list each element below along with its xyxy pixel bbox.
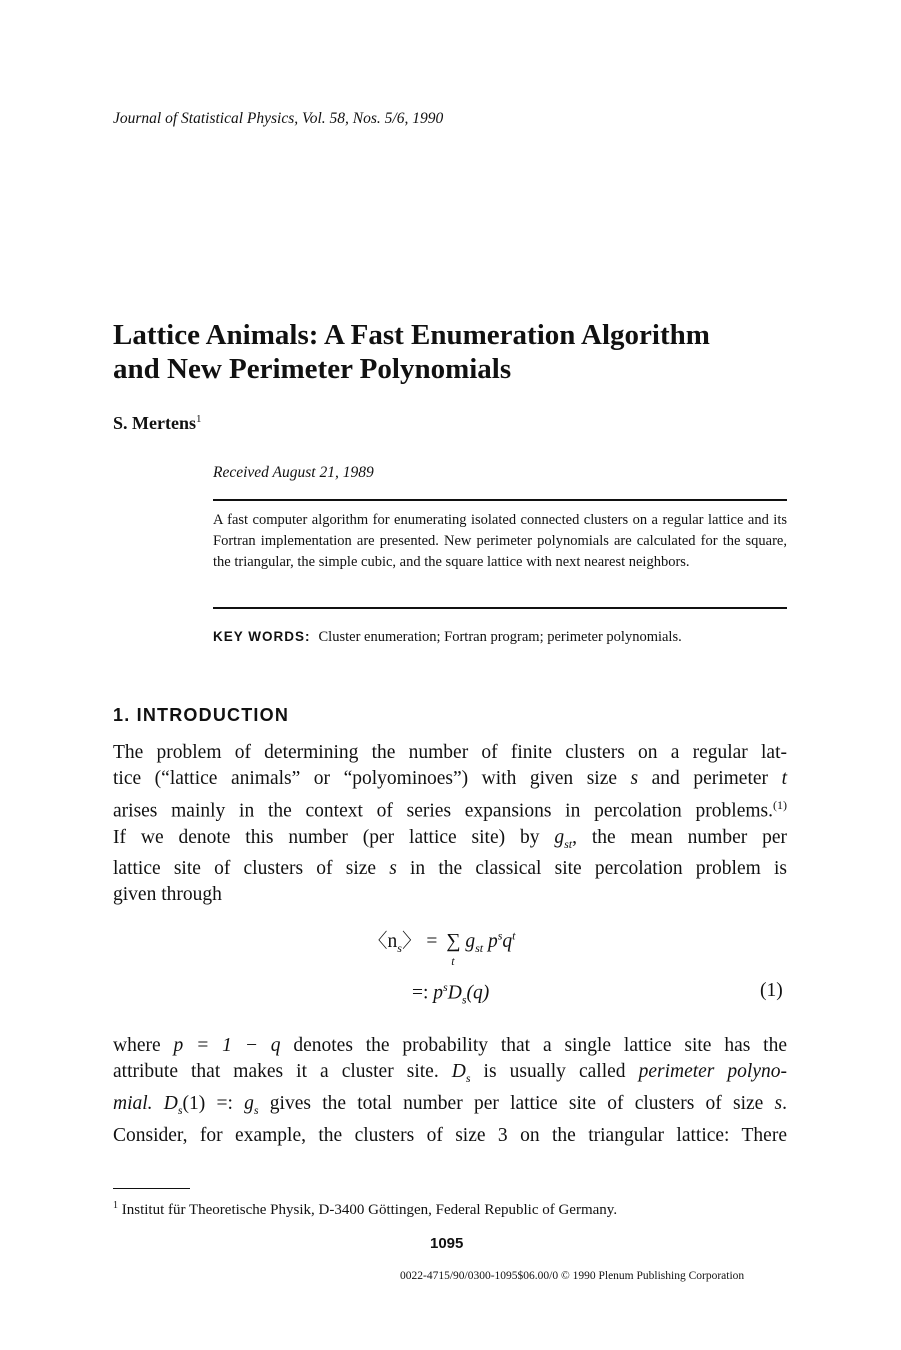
equation-line-2: =: $p^sD_s(q)$ (412, 980, 490, 1007)
paragraph-2-line: attribute that makes it a cluster site. $D_s$ is usually called perimeter polyno- (113, 1061, 787, 1085)
keywords-label: KEY WORDS: (213, 629, 311, 644)
paragraph-1 (113, 740, 787, 908)
footnote (113, 1200, 617, 1219)
equation-term: $g_{st}$ $p^sq^t$ (465, 928, 516, 955)
author-footnote-mark: 1 (195, 413, 202, 425)
author-name: S. Mertens (113, 413, 196, 433)
paper-title (113, 318, 710, 386)
footnote-text: Institut für Theoretische Physik, D-3400 Göttingen, Federal Republic of Germany. (121, 1202, 618, 1218)
footnote-rule (113, 1188, 190, 1189)
author (113, 413, 201, 434)
paragraph-1-line: arises mainly in the context of series expansions in percolation problems.$^{(1)}$ (113, 798, 787, 822)
abstract: A fast computer algorithm for enumerating isolated connected clusters on a regular lattice and its Fortran implementation are presented. New perimeter polynomials are calculated for the square, the triangular, the simple cubic, and the square lattice with next nearest neighbors. (213, 512, 787, 570)
paragraph-2-line: where p = 1 − q denotes the probability that a single lattice site has the (113, 1035, 787, 1056)
title-line-2: and New Perimeter Polynomials (113, 353, 512, 385)
keywords-text: Cluster enumeration; Fortran program; perimeter polynomials. (318, 629, 682, 645)
paragraph-2 (113, 1033, 787, 1149)
paragraph-1-line: tice (“lattice animals” or “polyominoes”) with given size s and perimeter t (113, 768, 787, 789)
copyright-line: 0022-4715/90/0300-1095$06.00/0 © 1990 Plenum Publishing Corporation (400, 1270, 745, 1282)
paragraph-1-line: lattice site of clusters of size s in the classical site percolation problem is (113, 858, 787, 880)
footnote-mark: 1 (113, 1200, 118, 1211)
equation-line-1 (368, 925, 516, 968)
paragraph-2-line: mial. $D_s(1)$ =: $g_s$ gives the total number per lattice site of clusters of size s. (113, 1092, 788, 1117)
paragraph-1-line: given through (113, 884, 222, 906)
equation-lhs: $〈n_s〉$ = (368, 931, 438, 955)
journal-citation: Journal of Statistical Physics, Vol. 58, Nos. 5/6, 1990 (113, 110, 444, 127)
received-date: Received August 21, 1989 (213, 464, 374, 481)
keywords (213, 626, 787, 648)
citation-ref: (1) (773, 798, 787, 812)
paragraph-1-line: The problem of determining the number of finite clusters on a regular lat- (113, 742, 787, 763)
section-number: 1. (113, 705, 131, 725)
section-title: INTRODUCTION (136, 705, 290, 725)
abstract-bottom-rule (213, 607, 787, 609)
paragraph-2-line: Consider, for example, the clusters of size 3 on the triangular lattice: There (113, 1124, 787, 1146)
sum-symbol: ∑ t (446, 930, 461, 968)
abstract-top-rule (213, 499, 787, 501)
section-heading (113, 705, 289, 726)
equation-number: (1) (760, 980, 783, 1001)
title-line-1: Lattice Animals: A Fast Enumeration Algorithm (113, 319, 710, 351)
paragraph-1-line: If we denote this number (per lattice site) by $g_{st}$, the mean number per (113, 826, 788, 851)
page-number: 1095 (430, 1235, 464, 1252)
